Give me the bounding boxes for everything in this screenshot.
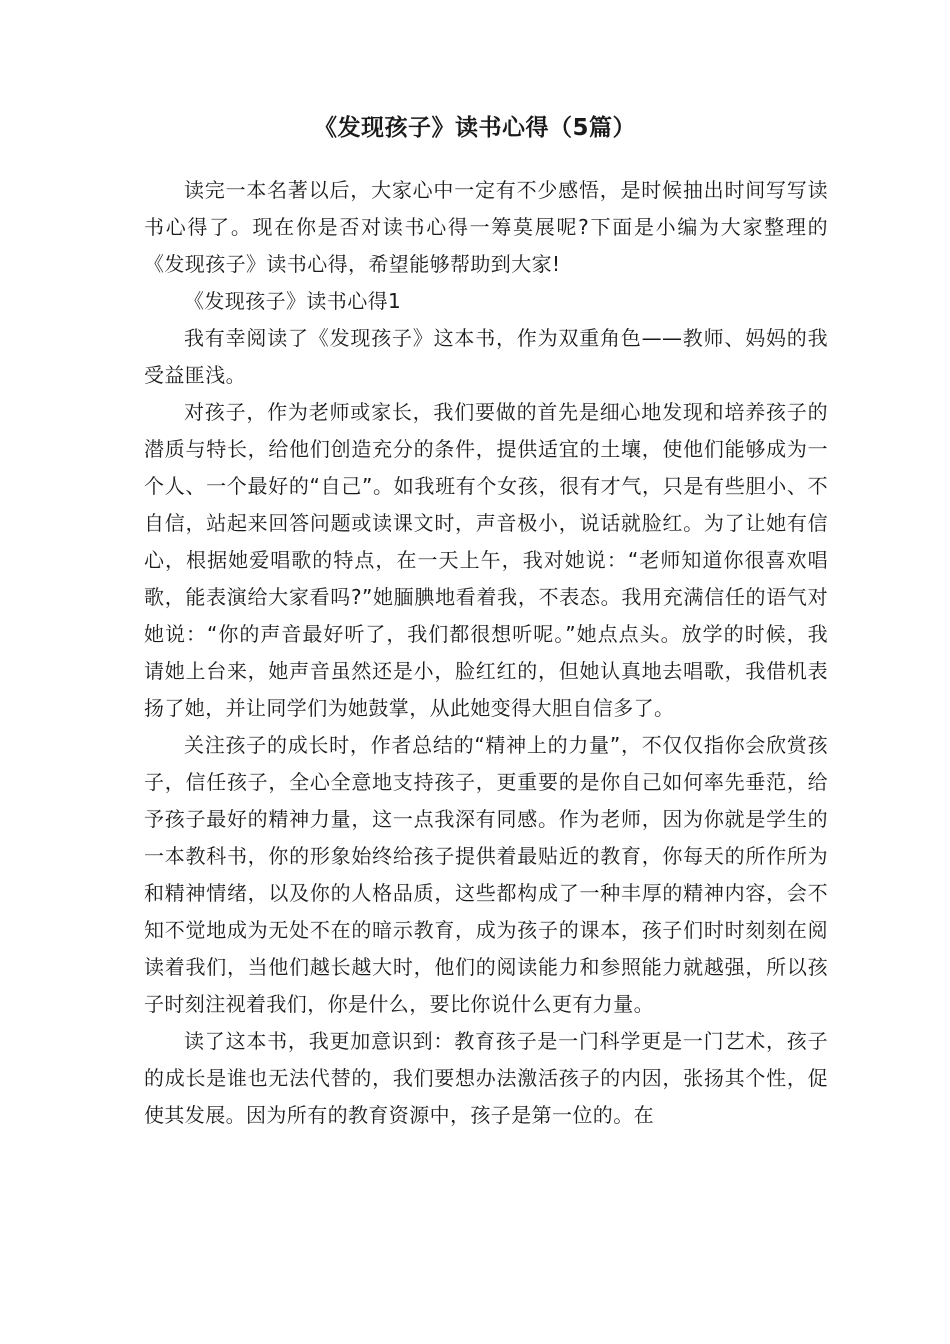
body-paragraph: 读了这本书，我更加意识到：教育孩子是一门科学更是一门艺术，孩子的成长是谁也无法代替的，我们要想办法激活孩子的内因，张扬其个性，促使其发展。因为所有的教育资源中，孩子是第一位的。在 — [144, 1029, 828, 1127]
body-paragraph: 对孩子，作为老师或家长，我们要做的首先是细心地发现和培养孩子的潜质与特长，给他们创造充分的条件，提供适宜的土壤，使他们能够成为一个人、一个最好的“自己”。如我班有个女孩，很有才气，只是有些胆小、不自信，站起来回答问题或读课文时，声音极小，说话就脸红。为了让她有信心，根据她爱唱歌的特点，在一天上午，我对她说：“老师知道你很喜欢唱歌，能表演给大家看吗?”她腼腆地看着我，不表态。我用充满信任的语气对她说：“你的声音最好听了，我们都很想听呢。”她点点头。放学的时候，我请她上台来，她声音虽然还是小，脸红红的，但她认真地去唱歌，我借机表扬了她，并让同学们为她鼓掌，从此她变得大胆自信多了。 — [144, 400, 828, 720]
intro-paragraph: 读完一本名著以后，大家心中一定有不少感悟，是时候抽出时间写写读书心得了。现在你是否对读书心得一筹莫展呢?下面是小编为大家整理的《发现孩子》读书心得，希望能够帮助到大家! — [144, 178, 828, 276]
section-heading: 《发现孩子》读书心得1 — [184, 289, 402, 313]
body-paragraph: 我有幸阅读了《发现孩子》这本书，作为双重角色——教师、妈妈的我受益匪浅。 — [144, 326, 828, 387]
document-title: 《发现孩子》读书心得（5篇） — [313, 115, 636, 141]
body-paragraph: 关注孩子的成长时，作者总结的“精神上的力量”，不仅仅指你会欣赏孩子，信任孩子，全心全意地支持孩子，更重要的是你自己如何率先垂范，给予孩子最好的精神力量，这一点我深有同感。作为老师，因为你就是学生的一本教科书，你的形象始终给孩子提供着最贴近的教育，你每天的所作所为和精神情绪，以及你的人格品质，这些都构成了一种丰厚的精神内容，会不知不觉地成为无处不在的暗示教育，成为孩子的课本，孩子们时时刻刻在阅读着我们，当他们越长越大时，他们的阅读能力和参照能力就越强，所以孩子时刻注视着我们，你是什么，要比你说什么更有力量。 — [144, 733, 828, 1016]
document-body — [144, 172, 828, 1134]
